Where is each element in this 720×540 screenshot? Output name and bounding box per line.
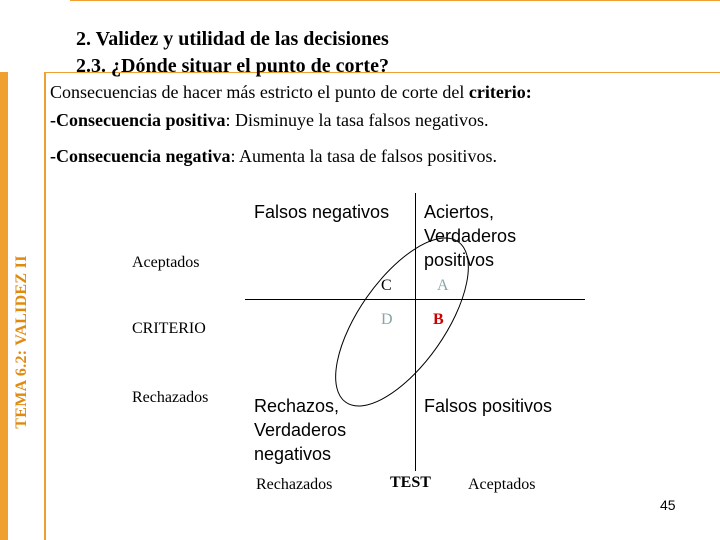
matrix-vertical-divider [415,193,416,471]
matrix-horizontal-divider [245,299,585,300]
sidebar [0,72,46,540]
cell-a: A [437,277,449,294]
label-rechazos-line-1: Rechazos, [254,396,340,416]
top-rule [70,0,720,1]
sidebar-label: TEMA 6.2: VALIDEZ II [13,255,30,429]
label-falsos-negativos: Falsos negativos [254,202,390,222]
test-label: TEST [390,474,431,491]
criterio-label: CRITERIO [132,320,206,337]
label-aciertos-line-3: positivos [424,250,495,270]
label-aciertos-line-1: Aciertos, [424,202,495,222]
criterio-aceptados-label: Aceptados [132,254,200,271]
cell-c: C [381,277,392,294]
cell-b: B [433,311,444,328]
label-rechazos [254,394,346,466]
negative-label: -Consecuencia negativa [50,146,231,166]
criterio-rechazados-label: Rechazados [132,389,209,406]
intro-text: Consecuencias de hacer más estricto el punto de corte del [50,82,469,102]
label-rechazos-line-2: Verdaderos [254,420,347,440]
label-aciertos-line-2: Verdaderos [424,226,517,246]
label-falsos-positivos: Falsos positivos [424,396,553,416]
negative-consequence [50,146,497,167]
positive-text: : Disminuye la tasa falsos negativos. [225,110,489,130]
test-aceptados-label: Aceptados [468,476,536,493]
page-number: 45 [660,497,676,513]
positive-label: -Consecuencia positiva [50,110,226,130]
slide-title: 2. Validez y utilidad de las decisiones [76,28,389,50]
test-rechazados-label: Rechazados [256,476,333,493]
negative-text: : Aumenta la tasa de falsos positivos. [230,146,497,166]
sidebar-accent-bar [0,72,8,540]
slide-subtitle: 2.3. ¿Dónde situar el punto de corte? [76,55,389,77]
label-rechazos-line-3: negativos [254,444,332,464]
intro-bold: criterio: [468,82,532,102]
intro-paragraph [50,82,532,103]
cell-d: D [381,311,393,328]
label-aciertos [424,200,516,272]
positive-consequence [50,110,488,131]
